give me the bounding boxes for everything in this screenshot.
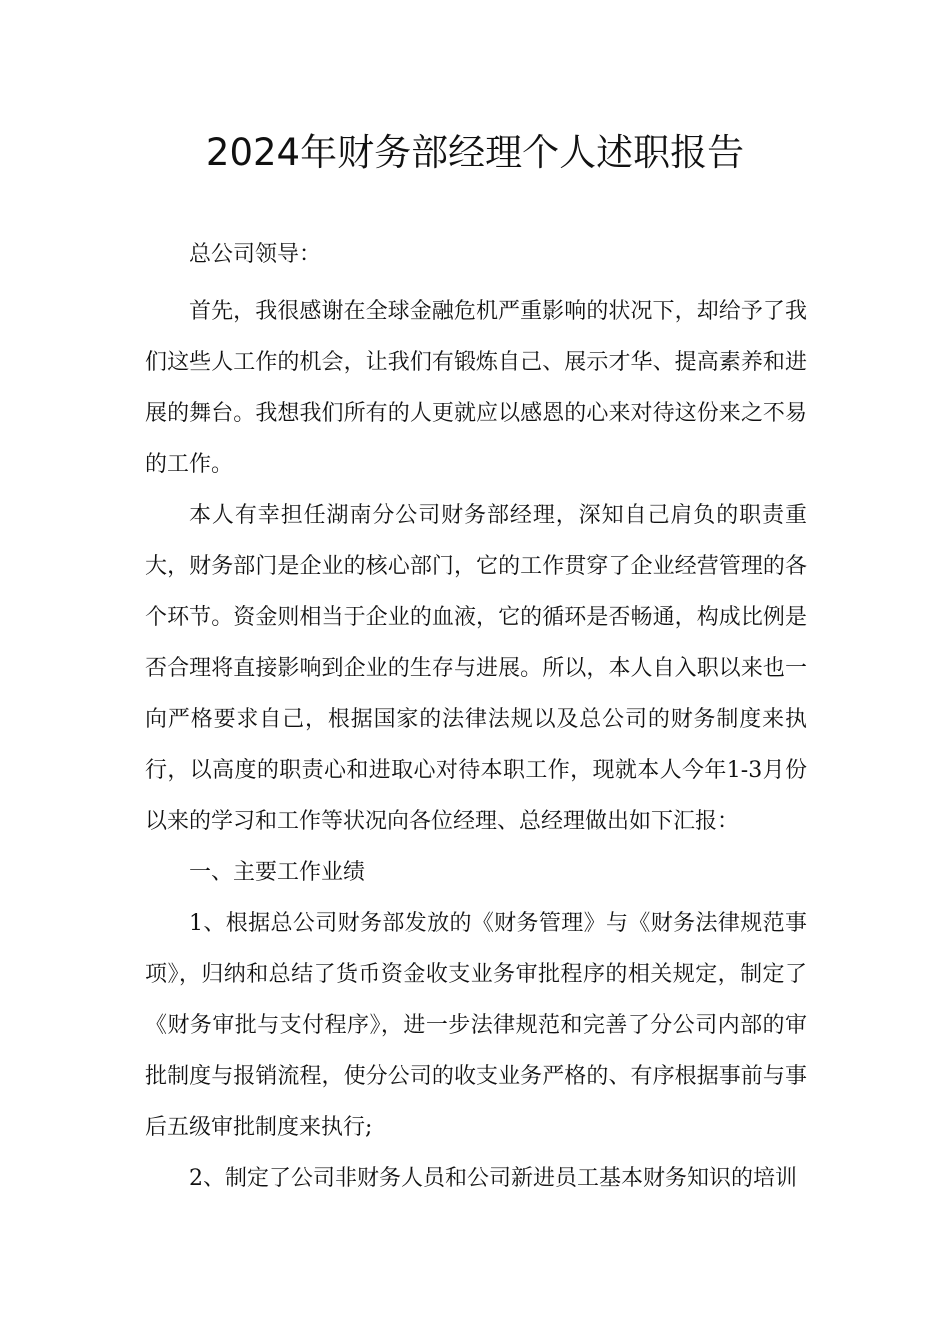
paragraph-item-2: 2、制定了公司非财务人员和公司新进员工基本财务知识的培训 — [189, 1166, 797, 1191]
salutation: 总公司领导： — [189, 242, 322, 267]
document-body — [145, 229, 807, 1204]
paragraph-intro: 首先，我很感谢在全球金融危机严重影响的状况下，却给予了我们这些人工作的机会，让我们有锻炼自己、展示才华、提高素养和进展的舞台。我想我们所有的人更就应以感恩的心来对待这份来之不易的工作。 — [145, 299, 807, 477]
paragraph-responsibility: 本人有幸担任湖南分公司财务部经理，深知自己肩负的职责重大，财务部门是企业的核心部门，它的工作贯穿了企业经营管理的各个环节。资金则相当于企业的血液，它的循环是否畅通，构成比例是否合理将直接影响到企业的生存与进展。所以，本人自入职以来也一向严格要求自己，根据国家的法律法规以及总公司的财务制度来执行，以高度的职责心和进取心对待本职工作，现就本人今年1-3月份以来的学习和工作等状况向各位经理、总经理做出如下汇报： — [145, 503, 807, 834]
section-heading: 一、主要工作业绩 — [189, 860, 366, 885]
paragraph-item-1: 1、根据总公司财务部发放的《财务管理》与《财务法律规范事项》，归纳和总结了货币资金收支业务审批程序的相关规定，制定了《财务审批与支付程序》，进一步法律规范和完善了分公司内部的审批制度与报销流程，使分公司的收支业务严格的、有序根据事前与事后五级审批制度来执行; — [145, 911, 807, 1140]
document-title: 2024年财务部经理个人述职报告 — [205, 131, 745, 174]
